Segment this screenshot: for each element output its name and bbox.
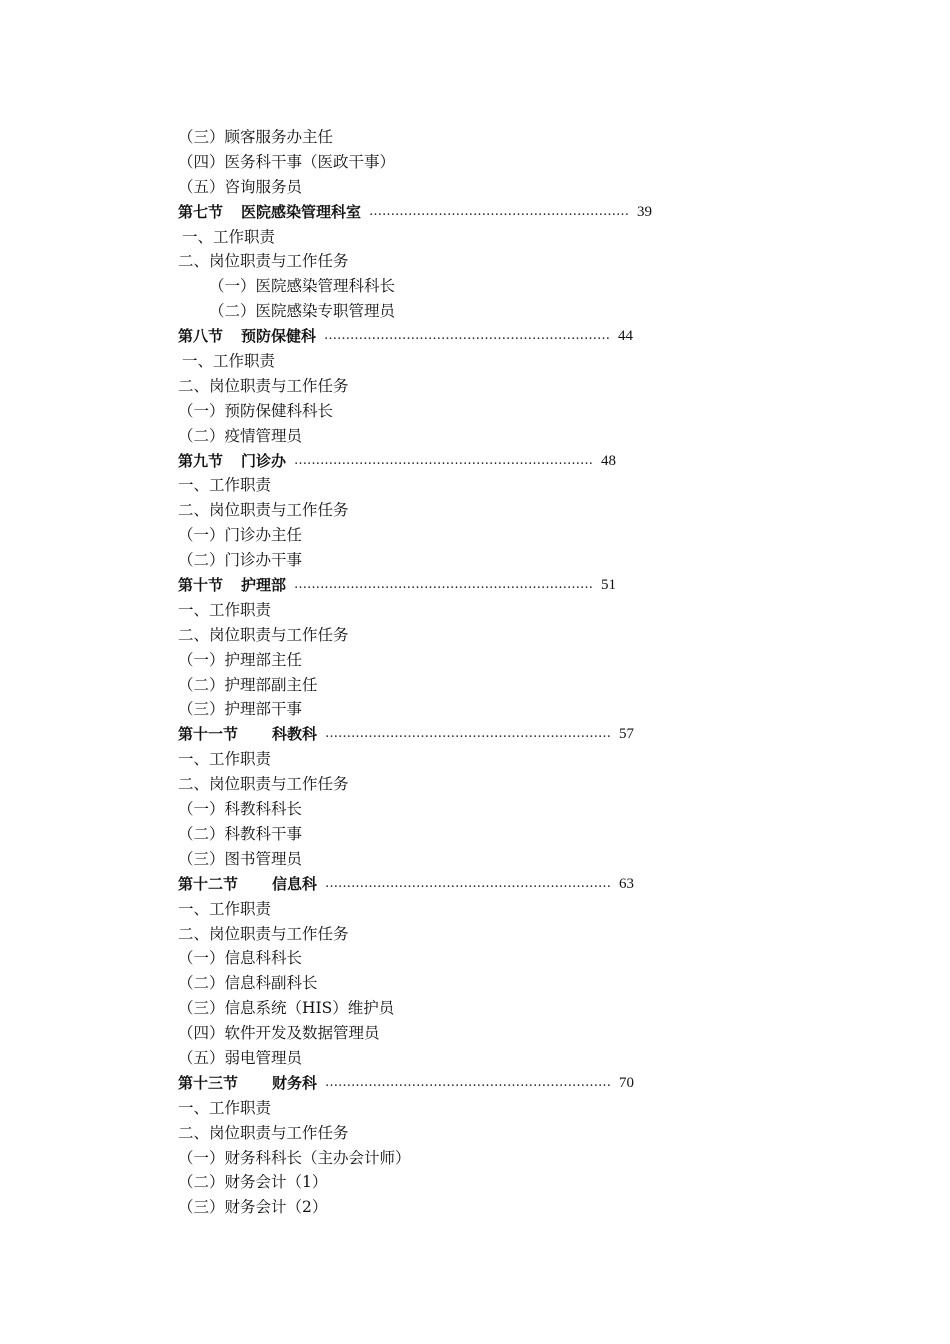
toc-entry: （四）软件开发及数据管理员 bbox=[178, 1024, 380, 1043]
leader-dots: ………………………………………………………… bbox=[325, 726, 612, 742]
section-title: 医院感染管理科室 bbox=[241, 202, 362, 221]
toc-entry: （二）门诊办干事 bbox=[178, 551, 303, 570]
page-number: 70 bbox=[619, 1074, 635, 1091]
leader-dots: ………………………………………………………… bbox=[325, 875, 612, 891]
toc-entry: （二）疫情管理员 bbox=[178, 426, 303, 445]
toc-entry: （一）门诊办主任 bbox=[178, 526, 303, 545]
toc-entry: （一）信息科科长 bbox=[178, 949, 303, 968]
toc-entry: （一）医院感染管理科科长 bbox=[209, 277, 396, 296]
toc-entry: （三）护理部干事 bbox=[178, 700, 303, 719]
section-heading[interactable] bbox=[178, 872, 738, 897]
toc-entry: 二、岗位职责与工作任务 bbox=[178, 775, 349, 794]
leader-dots: ………………………………………………………… bbox=[325, 1074, 612, 1090]
section-heading[interactable] bbox=[178, 722, 738, 747]
section-number: 第十三节 bbox=[178, 1073, 239, 1092]
toc-entry: （二）科教科干事 bbox=[178, 824, 303, 843]
section-heading[interactable] bbox=[178, 324, 738, 349]
toc-entry: （三）图书管理员 bbox=[178, 849, 303, 868]
toc-entry: （五）弱电管理员 bbox=[178, 1048, 303, 1067]
section-title: 门诊办 bbox=[241, 451, 287, 470]
section-title: 护理部 bbox=[241, 576, 287, 595]
toc-entry: （五）咨询服务员 bbox=[178, 177, 303, 196]
leader-dots: …………………………………………………… bbox=[369, 203, 630, 219]
toc-entry: （一）科教科科长 bbox=[178, 800, 303, 819]
toc-entry: （四）医务科干事（医政干事） bbox=[178, 152, 396, 171]
section-heading[interactable] bbox=[178, 200, 738, 225]
toc-entry: 二、岗位职责与工作任务 bbox=[178, 252, 349, 271]
section-number: 第八节 bbox=[178, 327, 224, 346]
leader-dots: …………………………………………………………… bbox=[294, 577, 594, 593]
leader-dots: ………………………………………………………… bbox=[324, 328, 611, 344]
toc-entry: 一、工作职责 bbox=[182, 227, 276, 246]
toc-entry: 二、岗位职责与工作任务 bbox=[178, 501, 349, 520]
section-title: 预防保健科 bbox=[241, 327, 317, 346]
section-number: 第十一节 bbox=[178, 725, 239, 744]
table-of-contents bbox=[178, 125, 738, 1220]
section-heading[interactable] bbox=[178, 573, 738, 598]
toc-entry: 一、工作职责 bbox=[178, 899, 272, 918]
toc-entry: （三）顾客服务办主任 bbox=[178, 128, 334, 146]
toc-entry: 二、岗位职责与工作任务 bbox=[178, 924, 349, 943]
toc-entry: 二、岗位职责与工作任务 bbox=[178, 625, 349, 644]
section-heading[interactable] bbox=[178, 449, 738, 474]
toc-entry: （二）信息科副科长 bbox=[178, 974, 318, 993]
leader-dots: …………………………………………………………… bbox=[294, 452, 594, 468]
toc-entry: （三）信息系统（HIS）维护员 bbox=[178, 999, 395, 1018]
toc-entry: 二、岗位职责与工作任务 bbox=[178, 1123, 349, 1142]
toc-entry: 一、工作职责 bbox=[178, 600, 272, 619]
page-number: 39 bbox=[637, 203, 653, 220]
toc-entry: 一、工作职责 bbox=[182, 352, 276, 371]
section-title: 科教科 bbox=[272, 725, 318, 744]
toc-entry: （二）财务会计（1） bbox=[178, 1173, 328, 1192]
section-number: 第十节 bbox=[178, 576, 224, 595]
toc-entry: （一）预防保健科科长 bbox=[178, 401, 334, 420]
toc-entry: 二、岗位职责与工作任务 bbox=[178, 376, 349, 395]
section-title: 财务科 bbox=[272, 1073, 318, 1092]
toc-entry: （二）护理部副主任 bbox=[178, 675, 318, 694]
toc-entry: 一、工作职责 bbox=[178, 476, 272, 495]
page-number: 51 bbox=[601, 577, 617, 594]
section-title: 信息科 bbox=[272, 874, 318, 893]
toc-entry: （三）财务会计（2） bbox=[178, 1198, 328, 1217]
section-number: 第七节 bbox=[178, 202, 224, 221]
page-number: 44 bbox=[618, 328, 634, 345]
page-number: 63 bbox=[619, 875, 635, 892]
toc-entry: 一、工作职责 bbox=[178, 1098, 272, 1117]
section-number: 第九节 bbox=[178, 451, 224, 470]
section-number: 第十二节 bbox=[178, 874, 239, 893]
toc-entry: 一、工作职责 bbox=[178, 750, 272, 769]
section-heading[interactable] bbox=[178, 1071, 738, 1096]
page-number: 48 bbox=[601, 452, 617, 469]
toc-entry: （一）财务科科长（主办会计师） bbox=[178, 1148, 411, 1167]
toc-entry: （一）护理部主任 bbox=[178, 650, 303, 669]
toc-entry: （二）医院感染专职管理员 bbox=[209, 302, 396, 321]
page-number: 57 bbox=[619, 726, 635, 743]
